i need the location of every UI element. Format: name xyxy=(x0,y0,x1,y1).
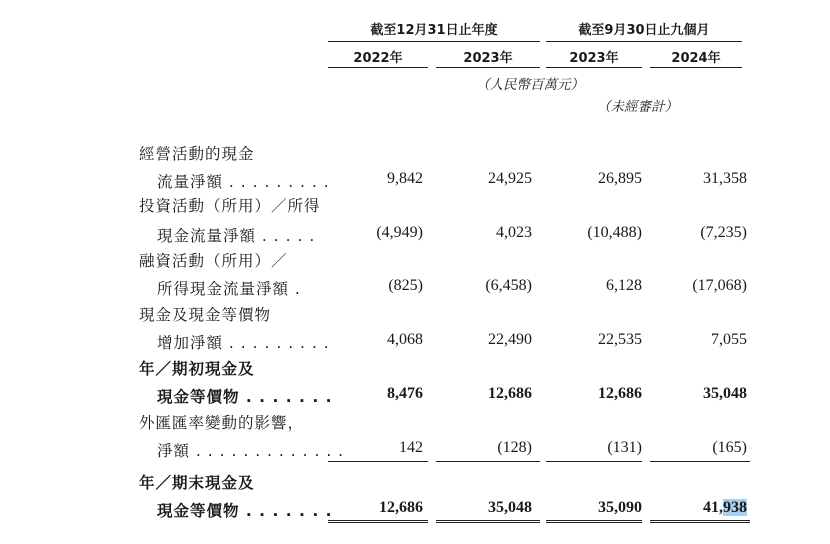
row-financing-value-2022: (825) xyxy=(388,277,423,294)
closing-cash-value-prefix: 41, xyxy=(703,499,723,516)
row-investing-value-9m2023: (10,488) xyxy=(587,224,642,241)
subtotal-rule-2023 xyxy=(436,461,540,462)
row-financing-label-2: 所得現金流量淨額 . xyxy=(157,280,301,298)
unaudited-label: （未經審計） xyxy=(597,99,678,115)
row-financing-value-9m2023: 6,128 xyxy=(606,277,642,294)
row-opening-cash-value-9m2023: 12,686 xyxy=(598,385,642,402)
row-fx-effect-value-2023: (128) xyxy=(497,439,532,456)
subtotal-rule-2022 xyxy=(328,461,428,462)
subtotal-rule-9m2023 xyxy=(546,461,642,462)
row-closing-cash-value-9m2024 xyxy=(703,499,747,517)
header-year-2024-rule xyxy=(650,67,742,68)
total-double-rule-9m2024 xyxy=(650,520,750,523)
header-year-2023b: 2023年 xyxy=(569,51,619,66)
unit-label: （人民幣百萬元） xyxy=(476,77,584,93)
header-group-nine-months: 截至9月30日止九個月 xyxy=(578,23,710,38)
row-closing-cash-value-2023: 35,048 xyxy=(488,499,532,516)
header-year-2023a-rule xyxy=(436,67,540,68)
total-double-rule-2023 xyxy=(436,520,540,523)
row-financing-value-2023: (6,458) xyxy=(485,277,532,294)
header-year-2022: 2022年 xyxy=(353,51,403,66)
text-selection-highlight[interactable]: 938 xyxy=(723,499,747,516)
row-fx-effect-label-1: 外匯匯率變動的影響， xyxy=(139,414,305,432)
row-operating-value-9m2024: 31,358 xyxy=(703,170,747,187)
total-double-rule-9m2023 xyxy=(546,520,642,523)
subtotal-rule-9m2024 xyxy=(650,461,750,462)
header-year-2024: 2024年 xyxy=(671,51,721,66)
row-investing-label-1: 投資活動（所用）／所得 xyxy=(139,197,321,215)
row-investing-label-2: 現金流量淨額 . . . . . xyxy=(157,227,316,245)
row-net-increase-value-9m2024: 7,055 xyxy=(711,331,747,348)
row-opening-cash-value-9m2024: 35,048 xyxy=(703,385,747,402)
header-group-nine-months-rule xyxy=(546,41,742,42)
row-net-increase-value-9m2023: 22,535 xyxy=(598,331,642,348)
row-investing-value-2022: (4,949) xyxy=(376,224,423,241)
row-closing-cash-value-9m2023: 35,090 xyxy=(598,499,642,516)
row-operating-value-2023: 24,925 xyxy=(488,170,532,187)
row-financing-label-1: 融資活動（所用）／ xyxy=(139,252,288,270)
row-net-increase-value-2022: 4,068 xyxy=(387,331,423,348)
row-fx-effect-value-2022: 142 xyxy=(399,439,423,456)
row-net-increase-label-2: 增加淨額 . . . . . . . . . xyxy=(157,334,330,352)
row-closing-cash-value-2022: 12,686 xyxy=(379,499,423,516)
row-opening-cash-label-2: 現金等價物 . . . . . . . xyxy=(157,388,333,406)
row-opening-cash-value-2023: 12,686 xyxy=(488,385,532,402)
total-double-rule-2022 xyxy=(328,520,428,523)
row-opening-cash-value-2022: 8,476 xyxy=(387,385,423,402)
row-net-increase-value-2023: 22,490 xyxy=(488,331,532,348)
row-financing-value-9m2024: (17,068) xyxy=(692,277,747,294)
row-operating-value-2022: 9,842 xyxy=(387,170,423,187)
header-group-year-ended: 截至12月31日止年度 xyxy=(370,23,498,38)
row-opening-cash-label-1: 年／期初現金及 xyxy=(139,360,255,378)
header-year-2023b-rule xyxy=(546,67,642,68)
header-group-year-ended-rule xyxy=(328,41,540,42)
header-year-2023a: 2023年 xyxy=(463,51,513,66)
row-operating-label-1: 經營活動的現金 xyxy=(139,145,255,163)
row-fx-effect-value-9m2024: (165) xyxy=(712,439,747,456)
row-fx-effect-label-2: 淨額 . . . . . . . . . . . . . xyxy=(157,442,345,460)
row-investing-value-9m2024: (7,235) xyxy=(700,224,747,241)
row-net-increase-label-1: 現金及現金等價物 xyxy=(139,306,272,324)
header-year-2022-rule xyxy=(328,67,428,68)
row-operating-value-9m2023: 26,895 xyxy=(598,170,642,187)
row-operating-label-2: 流量淨額 . . . . . . . . . xyxy=(157,173,330,191)
row-closing-cash-label-1: 年／期末現金及 xyxy=(139,474,255,492)
row-investing-value-2023: 4,023 xyxy=(496,224,532,241)
row-fx-effect-value-9m2023: (131) xyxy=(607,439,642,456)
row-closing-cash-label-2: 現金等價物 . . . . . . . xyxy=(157,502,333,520)
